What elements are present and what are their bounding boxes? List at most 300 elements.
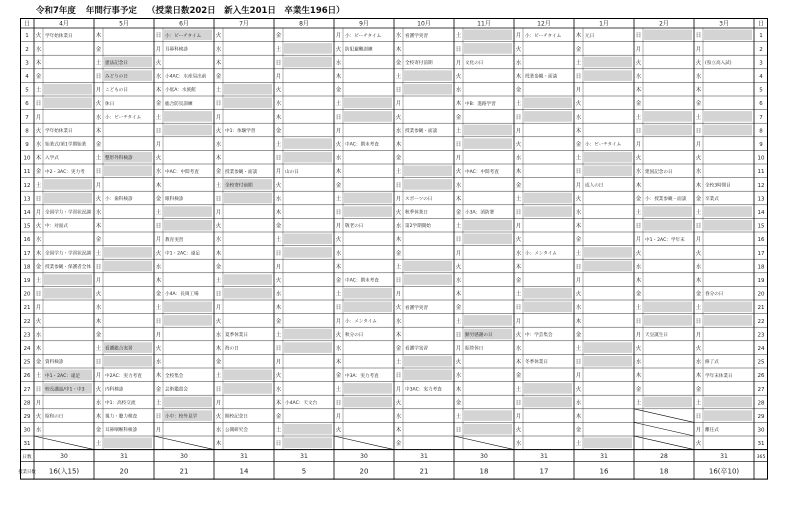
weekday-label: 月 [515,33,522,40]
weekday-label: 金 [95,332,102,339]
weekday-label: 土 [635,114,642,121]
weekday-label: 金 [275,318,282,325]
weekday-label: 日 [575,74,582,81]
weekend-shade [344,206,392,217]
weekday-label: 土 [395,169,402,176]
weekday-label: 金 [95,427,102,434]
weekday-label: 金 [515,87,522,94]
weekend-shade [644,397,692,408]
weekday-label: 火 [695,441,702,448]
class-days: 20 [119,467,129,476]
row-day-right-5: 5 [759,87,763,94]
weekend-shade [524,302,572,313]
weekend-shade [224,193,272,204]
weekday-label: 金 [275,128,282,135]
event-label: 天皇誕生日 [645,333,668,339]
weekday-label: 日 [275,250,282,257]
event-label: 元日 [585,33,595,39]
weekend-shade [644,220,692,231]
weekday-label: 土 [695,400,702,407]
event-label: 学年始休業日 [45,129,73,135]
weekday-label: 金 [215,74,222,81]
weekday-label: 金 [155,386,162,393]
weekday-label: 日 [155,318,162,325]
weekday-label: 月 [275,359,282,366]
weekend-shade [524,193,572,204]
weekday-label: 水 [335,60,342,67]
weekday-label: 月 [95,373,102,380]
event-label: 建国記念の日 [645,169,673,175]
weekday-label: 火 [275,182,282,189]
event-label: 離任式 [705,428,719,434]
weekday-label: 日 [515,114,522,121]
weekday-label: 日 [515,210,522,217]
month-header-7: 10月 [417,20,431,28]
weekday-label: 水 [35,142,42,149]
row-day-right-26: 26 [757,373,765,380]
weekday-label: 火 [35,33,42,40]
weekday-label: 土 [575,441,582,448]
row-day-left-24: 24 [23,346,31,353]
weekend-shade [404,356,452,367]
event-label: 中2AC：実力考査 [105,373,142,379]
event-label: 小：ビーチタイム [585,142,622,148]
weekend-shade [524,98,572,109]
weekday-label: 水 [35,332,42,339]
event-label: 芸術鑑賞会 [165,387,188,393]
weekday-label: 木 [275,305,282,312]
row-day-right-8: 8 [759,128,763,135]
weekend-shade [104,356,152,367]
days-in-month: 31 [420,453,428,461]
row-day-right-31: 31 [757,441,765,448]
weekday-label: 日 [635,318,642,325]
month-header-1: 4月 [59,20,69,28]
weekday-label: 木 [95,223,102,230]
weekday-label: 日 [395,373,402,380]
event-label: 小4AC：天文台 [285,401,318,407]
weekday-label: 金 [35,264,42,271]
weekday-label: 火 [275,373,282,380]
weekday-label: 水 [95,400,102,407]
weekday-label: 水 [395,223,402,230]
event-label: 小：ビーチタイム [345,33,382,39]
weekend-shade [584,70,632,81]
weekday-label: 日 [275,155,282,162]
weekend-shade [584,247,632,258]
event-label: 中AC：中間考査 [165,169,199,175]
weekday-label: 木 [575,414,582,421]
weekend-shade [344,302,392,313]
weekday-label: 水 [395,33,402,40]
weekend-shade [584,261,632,272]
weekday-label: 水 [395,128,402,135]
weekday-label: 水 [695,264,702,271]
weekday-label: 月 [155,142,162,149]
weekday-label: 土 [635,210,642,217]
weekday-label: 月 [695,237,702,244]
weekday-label: 火 [215,318,222,325]
row-day-left-13: 13 [23,196,31,203]
weekday-label: 木 [395,142,402,149]
weekend-shade [104,261,152,272]
weekday-label: 月 [575,182,582,189]
days-in-month: 31 [720,453,728,461]
event-label: 全国学力・学習状況調 [45,210,91,216]
weekend-shade [284,57,332,68]
weekday-label: 火 [395,305,402,312]
weekday-label: 日 [155,414,162,421]
weekday-label: 水 [215,46,222,53]
row-day-right-21: 21 [757,305,765,312]
event-label: 看護学実習 [405,33,428,39]
weekday-label: 日 [335,210,342,217]
weekend-shade [644,302,692,313]
weekday-label: 日 [515,400,522,407]
days-in-month: 31 [540,453,548,461]
weekday-label: 火 [155,346,162,353]
weekday-label: 土 [95,155,102,162]
event-label: 小：歯科検診 [105,197,133,203]
weekend-shade [524,383,572,394]
weekday-label: 木 [215,60,222,67]
weekday-label: 金 [455,400,462,407]
weekend-shade [44,179,92,190]
weekday-label: 土 [155,305,162,312]
weekday-label: 土 [95,250,102,257]
row-day-right-14: 14 [757,210,765,217]
event-label: 小：メンタイム [525,251,557,257]
weekday-label: 火 [455,74,462,81]
event-label: 敬老の日 [345,224,364,230]
weekday-label: 火 [335,332,342,339]
row-day-left-28: 28 [23,400,31,407]
weekend-shade [704,302,752,313]
weekday-label: 火 [635,346,642,353]
weekday-label: 火 [395,210,402,217]
weekday-label: 月 [395,386,402,393]
weekday-label: 火 [395,114,402,121]
event-label: 全国学力・学習状況調 [45,251,91,257]
weekday-label: 月 [335,33,342,40]
row-day-left-25: 25 [23,359,31,366]
row-day-left-31: 31 [23,441,31,448]
class-days: 16(入15) [48,467,80,476]
weekday-label: 金 [95,46,102,53]
row-day-right-15: 15 [757,223,765,230]
weekday-label: 木 [335,359,342,366]
days-in-month: 28 [660,453,668,461]
event-label: 小：ビーチタイム [105,115,142,121]
class-days: 21 [419,467,429,476]
weekday-label: 月 [635,237,642,244]
weekday-label: 木 [695,278,702,285]
event-label: 校長講話/中1・中3 [45,387,85,393]
weekday-label: 水 [155,264,162,271]
weekday-label: 金 [35,359,42,366]
weekday-label: 火 [95,101,102,108]
weekday-label: 日 [395,87,402,94]
weekday-label: 火 [695,155,702,162]
weekday-label: 木 [95,318,102,325]
weekday-label: 火 [95,196,102,203]
weekday-label: 木 [215,155,222,162]
weekend-shade [344,383,392,394]
weekday-label: 日 [515,305,522,312]
row-day-right-1: 1 [759,33,763,40]
weekday-label: 月 [455,346,462,353]
row-day-left-3: 3 [25,60,29,67]
weekday-label: 水 [395,414,402,421]
weekday-label: 木 [395,332,402,339]
weekend-shade [584,152,632,163]
event-label: 小中：校外見学 [165,414,198,420]
weekday-label: 金 [335,182,342,189]
weekend-shade [164,206,212,217]
event-label: 授業参観・面談 [225,169,258,175]
weekday-label: 土 [275,142,282,149]
row-day-left-19: 19 [23,278,31,285]
row-day-left-1: 1 [25,33,29,40]
weekday-label: 月 [455,155,462,162]
weekday-label: 土 [275,237,282,244]
weekday-label: 月 [635,46,642,53]
weekday-label: 火 [335,46,342,53]
weekday-label: 日 [215,386,222,393]
weekday-label: 月 [95,278,102,285]
weekend-shade [284,342,332,353]
weekend-shade [104,166,152,177]
weekday-label: 木 [575,33,582,40]
weekday-label: 水 [515,155,522,162]
event-label: 防犯避難訓練 [345,47,373,53]
weekday-label: 土 [695,210,702,217]
weekday-label: 木 [515,169,522,176]
weekday-label: 月 [35,114,42,121]
weekday-label: 木 [395,237,402,244]
weekday-label: 土 [35,373,42,380]
weekend-shade [104,247,152,258]
weekend-shade [284,424,332,435]
weekday-label: 木 [515,264,522,271]
weekend-shade [164,315,212,326]
weekday-label: 金 [515,278,522,285]
weekday-label: 月 [635,142,642,149]
weekday-label: 火 [695,60,702,67]
event-label: 看護総合実習 [105,346,133,352]
weekend-shade [704,220,752,231]
weekend-shade [464,220,512,231]
weekday-label: 土 [635,305,642,312]
weekend-shade [344,98,392,109]
row-day-left-5: 5 [25,87,29,94]
weekend-shade [464,138,512,149]
event-label: 始業式/第1学期始業 [45,142,87,148]
weekday-label: 月 [35,305,42,312]
event-label: 中3AC：実力考査 [405,387,442,393]
weekday-label: 土 [335,101,342,108]
weekday-label: 水 [155,359,162,366]
days-in-month: 30 [480,453,488,461]
weekday-label: 日 [455,46,462,53]
weekday-label: 土 [95,60,102,67]
weekday-label: 月 [695,46,702,53]
weekday-label: 木 [635,182,642,189]
row-day-right-23: 23 [757,332,765,339]
weekday-label: 水 [515,346,522,353]
event-label: 春分の日 [705,292,724,298]
event-label: 全校寄付前期 [225,183,253,189]
row-day-left-27: 27 [23,386,31,393]
event-label: 看護学実習 [405,305,428,311]
weekday-label: 木 [335,264,342,271]
weekend-shade [284,152,332,163]
weekday-label: 日 [455,332,462,339]
weekday-label: 日 [575,264,582,271]
weekend-shade [464,410,512,421]
weekend-shade [224,274,272,285]
weekday-label: 木 [35,60,42,67]
weekday-label: 水 [575,114,582,121]
row-day-right-4: 4 [759,74,763,81]
weekday-label: 土 [275,427,282,434]
event-label: 総合防災訓練 [165,101,193,107]
weekend-shade [704,397,752,408]
weekday-label: 土 [335,196,342,203]
weekday-label: 木 [695,182,702,189]
days-in-month: 31 [120,453,128,461]
days-in-month: 30 [360,453,368,461]
weekday-label: 日 [695,128,702,135]
summary: （授業日数202日 新入生201日 卒業生196日） [146,6,345,16]
row-day-right-20: 20 [757,291,765,298]
event-label: 第2学期開始 [405,224,431,230]
weekday-label: 金 [275,414,282,421]
weekday-label: 金 [635,196,642,203]
weekday-label: 月 [215,305,222,312]
event-label: 全校寄付前期 [405,61,433,67]
weekend-shade [584,57,632,68]
weekend-shade [44,288,92,299]
weekday-label: 月 [395,291,402,298]
weekday-label: 日 [335,400,342,407]
weekday-label: 木 [215,346,222,353]
event-label: 学年始休業日 [45,33,73,39]
weekday-label: 木 [455,386,462,393]
weekday-label: 月 [155,237,162,244]
row-day-right-24: 24 [757,346,765,353]
weekday-label: 日 [275,441,282,448]
weekday-label: 水 [335,250,342,257]
weekday-label: 日 [95,74,102,81]
weekend-shade [524,206,572,217]
weekday-label: 土 [275,332,282,339]
weekday-label: 土 [455,414,462,421]
weekday-label: 火 [335,427,342,434]
event-label: 内科検診 [105,387,124,393]
event-label: 授業参観・面談 [405,129,438,135]
weekday-label: 木 [35,155,42,162]
weekday-label: 日 [275,60,282,67]
weekday-label: 木 [575,128,582,135]
weekday-label: 土 [575,250,582,257]
weekday-label: 日 [635,223,642,230]
weekday-label: 日 [95,359,102,366]
weekday-label: 木 [95,33,102,40]
weekday-label: 水 [695,169,702,176]
event-label: 修了式 [705,360,719,366]
weekday-label: 月 [275,169,282,176]
doc-name: 年間行事予定 [85,6,137,16]
weekday-label: 火 [95,386,102,393]
weekday-label: 金 [515,373,522,380]
month-header-11: 2月 [659,20,669,28]
row-day-left-30: 30 [23,427,31,434]
weekday-label: 火 [635,250,642,257]
weekday-label: 金 [395,250,402,257]
weekday-label: 水 [575,400,582,407]
event-label: 全校3時間目 [705,183,731,189]
row-day-right-27: 27 [757,386,765,393]
total-days: 365 [756,455,766,461]
weekday-label: 火 [515,142,522,149]
weekend-shade [164,220,212,231]
weekday-label: 土 [575,155,582,162]
weekend-shade [344,397,392,408]
weekday-label: 金 [695,291,702,298]
weekend-shade [464,315,512,326]
weekday-label: 日 [155,33,162,40]
weekend-shade [284,329,332,340]
weekday-label: 日 [635,33,642,40]
event-label: みどりの日 [105,74,128,80]
weekday-label: 土 [95,346,102,353]
event-label: 中3A：実力考査 [345,373,379,379]
class-days-label: 授業日数 [18,469,36,475]
weekday-label: 土 [155,210,162,217]
weekday-label: 金 [155,196,162,203]
event-label: 眼科検診 [165,197,184,203]
weekday-label: 月 [155,332,162,339]
month-header-4: 7月 [239,20,249,28]
weekday-label: 日 [455,142,462,149]
weekday-label: 木 [95,414,102,421]
row-day-right-18: 18 [757,264,765,271]
weekday-label: 土 [335,291,342,298]
weekend-shade [704,111,752,122]
weekday-label: 日 [95,169,102,176]
day-header-right: 日 [757,20,765,28]
weekend-shade [524,397,572,408]
weekday-label: 木 [455,291,462,298]
weekday-label: 土 [455,128,462,135]
weekday-label: 月 [95,182,102,189]
weekend-shade [464,234,512,245]
weekday-label: 日 [695,223,702,230]
weekday-label: 金 [95,142,102,149]
weekday-label: 月 [455,250,462,257]
weekday-label: 日 [155,128,162,135]
event-label: 看護学実習 [405,346,428,352]
weekday-label: 日 [215,196,222,203]
weekday-label: 火 [155,60,162,67]
weekend-shade [464,30,512,41]
event-label: 全校集会 [165,373,184,379]
weekday-label: 土 [35,182,42,189]
weekday-label: 火 [155,250,162,257]
class-days: 18 [659,467,669,476]
row-day-left-4: 4 [25,74,29,81]
